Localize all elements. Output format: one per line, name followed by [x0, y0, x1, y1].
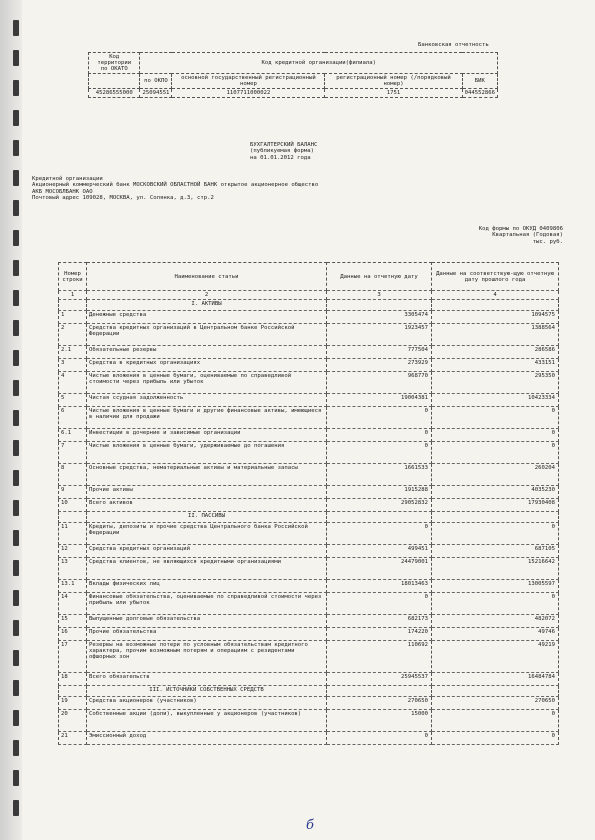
row-number: 20 — [59, 710, 87, 732]
table-row — [59, 558, 559, 580]
previous-value: 0 — [432, 732, 559, 745]
row-number: 6.1 — [59, 429, 87, 442]
form-code-block: Код формы по ОКУД 0409806 Квартальная (Годовая) тыс. руб. — [478, 226, 563, 245]
binding-hole — [13, 170, 19, 186]
binding-hole — [13, 620, 19, 636]
binding-hole — [13, 50, 19, 66]
binding-hole — [13, 530, 19, 546]
table-row — [59, 486, 559, 499]
row-number: 13 — [59, 558, 87, 580]
row-label: Прочие обязательства — [87, 628, 327, 641]
row-number: 9 — [59, 486, 87, 499]
row-number: 2.1 — [59, 346, 87, 359]
binding-hole — [13, 710, 19, 726]
row-number: 4 — [59, 372, 87, 394]
table-row — [59, 464, 559, 486]
table-row — [59, 628, 559, 641]
row-label: Выпущенные долговые обязательства — [87, 615, 327, 628]
previous-value: 1388564 — [432, 324, 559, 346]
organization-block: Кредитной организации Акционерный коммерческий банк МОСКОВСКИЙ ОБЛАСТНОЙ БАНК открытое акционерное общество АКБ МОСОБЛБАНК ОАО Почтовый адрес 109028, МОСКВА, ул. Солянка, д.3, стр.2 — [32, 176, 319, 202]
table-row — [59, 641, 559, 673]
codes-head-bik: БИК — [462, 74, 497, 89]
col-index-3: 3 — [327, 291, 432, 300]
current-value: 19004381 — [327, 394, 432, 407]
previous-value: 0 — [432, 593, 559, 615]
bik-value: 044552866 — [462, 89, 497, 98]
current-value: 110692 — [327, 641, 432, 673]
row-label: Инвестиции в дочерние и зависимые организации — [87, 429, 327, 442]
binding-hole — [13, 740, 19, 756]
row-label: Кредиты, депозиты и прочие средства Центрального банка Российской Федерации — [87, 523, 327, 545]
row-label: Основные средства, нематериальные активы и материальные запасы — [87, 464, 327, 486]
section-title: III. ИСТОЧНИКИ СОБСТВЕННЫХ СРЕДСТВ — [87, 686, 327, 697]
current-value: 1661533 — [327, 464, 432, 486]
current-value: 0 — [327, 593, 432, 615]
row-number: 5 — [59, 394, 87, 407]
binding-hole — [13, 140, 19, 156]
binding-hole — [13, 410, 19, 426]
col-index-2: 2 — [87, 291, 327, 300]
row-number: 11 — [59, 523, 87, 545]
regnum-value: 1751 — [325, 89, 462, 98]
table-row — [59, 673, 559, 686]
current-value: 1923457 — [327, 324, 432, 346]
current-value: 25945537 — [327, 673, 432, 686]
table-row — [59, 710, 559, 732]
handwritten-page-mark: б — [306, 818, 314, 833]
current-value: 0 — [327, 442, 432, 464]
current-value: 29052832 — [327, 499, 432, 512]
table-row — [59, 545, 559, 558]
previous-value: 0 — [432, 442, 559, 464]
codes-head-okpo: по ОКПО — [140, 74, 172, 89]
col-index-4: 4 — [432, 291, 559, 300]
codes-head-regnum: регистрационный номер (/порядковый номер) — [325, 74, 462, 89]
row-label: Средства в кредитных организациях — [87, 359, 327, 372]
row-number: 12 — [59, 545, 87, 558]
table-row — [59, 499, 559, 512]
binding-hole — [13, 680, 19, 696]
table-row — [59, 394, 559, 407]
document-title: БУХГАЛТЕРСКИЙ БАЛАНС (публикуемая форма) на 01.01.2012 года — [250, 142, 318, 161]
table-row — [59, 324, 559, 346]
row-label: Средства кредитных организаций — [87, 545, 327, 558]
codes-head-empty — [89, 74, 140, 89]
current-value: 0 — [327, 429, 432, 442]
row-number: 18 — [59, 673, 87, 686]
section-row — [59, 686, 559, 697]
row-number: 15 — [59, 615, 87, 628]
binding-hole — [13, 440, 19, 456]
row-label: Финансовые обязательства, оцениваемые по справедливой стоимости через прибыль или убыток — [87, 593, 327, 615]
row-number: 7 — [59, 442, 87, 464]
binding-hole — [13, 800, 19, 816]
balance-table — [58, 262, 559, 745]
row-label: Средства кредитных организаций в Центральном банке Российской Федерации — [87, 324, 327, 346]
previous-value: 295350 — [432, 372, 559, 394]
row-label: Прочие активы — [87, 486, 327, 499]
row-label: Денежные средства — [87, 311, 327, 324]
current-value: 174220 — [327, 628, 432, 641]
row-number: 17 — [59, 641, 87, 673]
row-number: 1 — [59, 311, 87, 324]
binding-hole — [13, 380, 19, 396]
row-label: Собственные акции (доли), выкупленные у акционеров (участников) — [87, 710, 327, 732]
row-number: 10 — [59, 499, 87, 512]
binding-hole — [13, 500, 19, 516]
row-number: 2 — [59, 324, 87, 346]
previous-value: 687105 — [432, 545, 559, 558]
balance-table-body — [59, 300, 559, 745]
row-label: Эмиссионный доход — [87, 732, 327, 745]
binding-hole — [13, 80, 19, 96]
previous-value: 0 — [432, 407, 559, 429]
table-row — [59, 615, 559, 628]
row-label: Средства клиентов, не являющихся кредитными организациями — [87, 558, 327, 580]
table-row — [59, 697, 559, 710]
row-number: 16 — [59, 628, 87, 641]
binding-hole — [13, 290, 19, 306]
row-label: Всего активов — [87, 499, 327, 512]
binding-hole — [13, 770, 19, 786]
okato-value: 45286555000 — [89, 89, 140, 98]
section-title: I. АКТИВЫ — [87, 300, 327, 311]
row-label: Всего обязательств — [87, 673, 327, 686]
current-value: 1915288 — [327, 486, 432, 499]
previous-value: 270650 — [432, 697, 559, 710]
table-row — [59, 429, 559, 442]
current-value: 270650 — [327, 697, 432, 710]
binding-hole — [13, 650, 19, 666]
current-value: 15000 — [327, 710, 432, 732]
row-label: Чистая ссудная задолженность — [87, 394, 327, 407]
previous-value: 433151 — [432, 359, 559, 372]
table-row — [59, 311, 559, 324]
row-label: Средства акционеров (участников) — [87, 697, 327, 710]
previous-value: 4035230 — [432, 486, 559, 499]
col-head-name: Наименование статьи — [87, 263, 327, 291]
row-number: 14 — [59, 593, 87, 615]
previous-value: 286586 — [432, 346, 559, 359]
row-number: 19 — [59, 697, 87, 710]
current-value: 968770 — [327, 372, 432, 394]
row-number: 3 — [59, 359, 87, 372]
row-number: 13.1 — [59, 580, 87, 593]
previous-value: 49746 — [432, 628, 559, 641]
binding-hole — [13, 200, 19, 216]
row-label: Чистые вложения в ценные бумаги и другие финансовые активы, имеющиеся в наличии для продажи — [87, 407, 327, 429]
table-row — [59, 442, 559, 464]
row-label: Вклады физических лиц — [87, 580, 327, 593]
col-head-num: Номер строки — [59, 263, 87, 291]
row-number: 21 — [59, 732, 87, 745]
section-title: II. ПАССИВЫ — [87, 512, 327, 523]
current-value: 777504 — [327, 346, 432, 359]
binding-hole — [13, 110, 19, 126]
previous-value: 16484784 — [432, 673, 559, 686]
codes-table — [88, 52, 498, 98]
current-value: 3305474 — [327, 311, 432, 324]
section-row — [59, 300, 559, 311]
current-value: 24479001 — [327, 558, 432, 580]
binding-hole — [13, 20, 19, 36]
row-number: 6 — [59, 407, 87, 429]
col-head-previous: Данные на соответствую-щую отчетную дату прошлого года — [432, 263, 559, 291]
previous-value: 49219 — [432, 641, 559, 673]
table-row — [59, 593, 559, 615]
binding-hole — [13, 350, 19, 366]
okpo-value: 25094551 — [140, 89, 172, 98]
previous-value: 17930408 — [432, 499, 559, 512]
binding-hole — [13, 320, 19, 336]
table-row — [59, 523, 559, 545]
binding-hole — [13, 470, 19, 486]
previous-value: 482072 — [432, 615, 559, 628]
current-value: 273929 — [327, 359, 432, 372]
previous-value: 0 — [432, 710, 559, 732]
table-row — [59, 732, 559, 745]
current-value: 499451 — [327, 545, 432, 558]
row-label: Чистые вложения в ценные бумаги, удерживаемые до погашения — [87, 442, 327, 464]
previous-value: 15216642 — [432, 558, 559, 580]
codes-head-org: Код кредитной организации(филиала) — [140, 53, 498, 74]
ogrn-value: 1107711000022 — [172, 89, 325, 98]
codes-head-okato: Код территории по ОКАТО — [89, 53, 140, 74]
binding-hole — [13, 590, 19, 606]
table-row — [59, 359, 559, 372]
section-row — [59, 512, 559, 523]
row-number: 8 — [59, 464, 87, 486]
previous-value: 1094575 — [432, 311, 559, 324]
previous-value: 13005597 — [432, 580, 559, 593]
binding-hole — [13, 260, 19, 276]
table-row — [59, 372, 559, 394]
col-head-current: Данные на отчетную дату — [327, 263, 432, 291]
previous-value: 0 — [432, 523, 559, 545]
report-type: Банковская отчетность — [418, 42, 489, 48]
table-row — [59, 346, 559, 359]
previous-value: 0 — [432, 429, 559, 442]
previous-value: 10423334 — [432, 394, 559, 407]
binding-hole — [13, 560, 19, 576]
current-value: 0 — [327, 523, 432, 545]
table-row — [59, 580, 559, 593]
row-label: Обязательные резервы — [87, 346, 327, 359]
current-value: 682173 — [327, 615, 432, 628]
current-value: 0 — [327, 407, 432, 429]
codes-head-ogrn: основной государственный регистрационный номер — [172, 74, 325, 89]
current-value: 0 — [327, 732, 432, 745]
row-label: Чистые вложения в ценные бумаги, оцениваемые по справедливой стоимости через прибыль или убыток — [87, 372, 327, 394]
row-label: Резервы на возможные потери по условным обязательствам кредитного характера, прочим возможным потерям и операциям с резидентами офшорных зон — [87, 641, 327, 673]
previous-value: 260204 — [432, 464, 559, 486]
col-index-1: 1 — [59, 291, 87, 300]
current-value: 18013463 — [327, 580, 432, 593]
table-row — [59, 407, 559, 429]
binding-hole — [13, 230, 19, 246]
